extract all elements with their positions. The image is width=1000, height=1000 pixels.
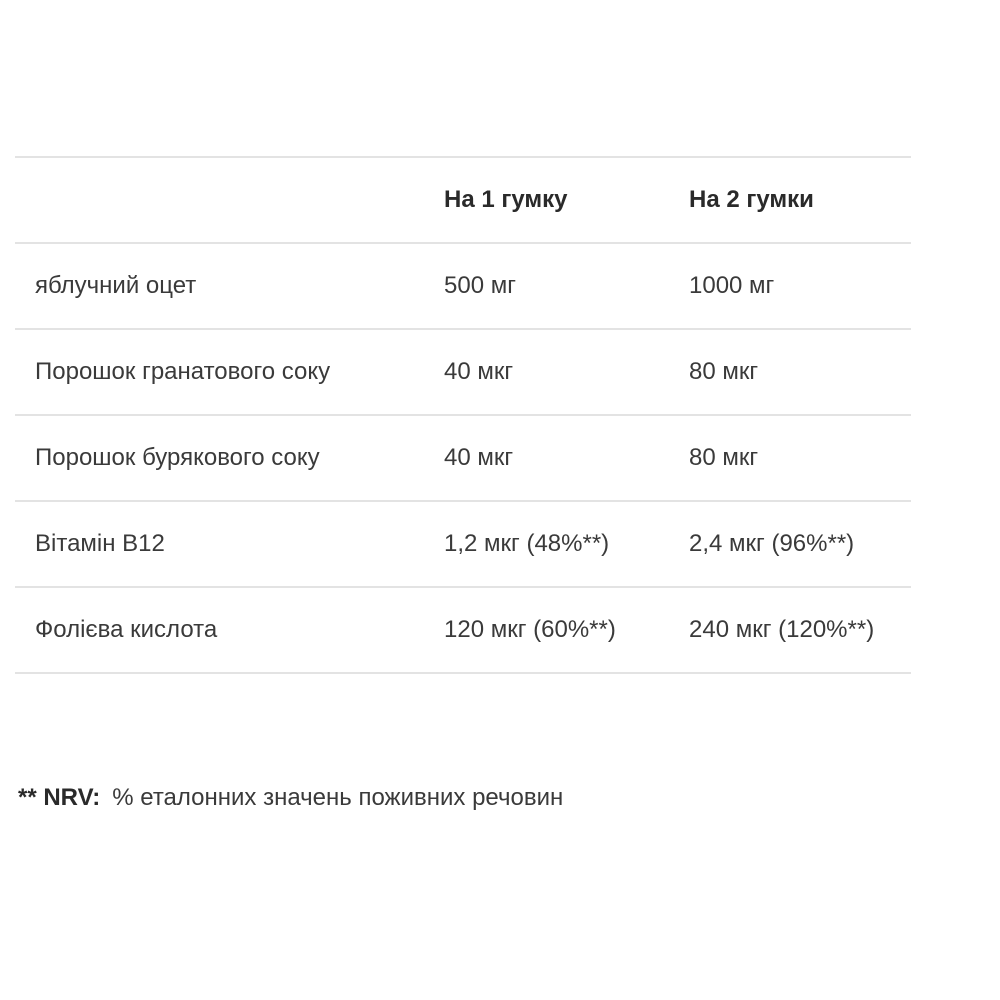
- nutrition-table: [15, 156, 911, 674]
- amount-per-1-gummy: 500 мг: [444, 272, 516, 299]
- amount-per-2-gummies: 80 мкг: [689, 444, 759, 471]
- amount-per-2-gummies: 80 мкг: [689, 358, 759, 385]
- table-row: [15, 243, 911, 329]
- amount-per-2-gummies: 2,4 мкг (96%**): [689, 530, 855, 557]
- ingredient-name: Порошок гранатового соку: [35, 358, 331, 385]
- footnote-key: ** NRV:: [18, 784, 101, 811]
- amount-per-1-gummy: 120 мкг (60%**): [444, 616, 616, 643]
- ingredient-name: Порошок бурякового соку: [35, 444, 320, 471]
- header-cell-per-1-gummy: На 1 гумку: [444, 186, 568, 213]
- table-row: [15, 415, 911, 501]
- amount-per-1-gummy: 40 мкг: [444, 444, 514, 471]
- amount-per-2-gummies: 240 мкг (120%**): [689, 616, 875, 643]
- footnote-text: % еталонних значень поживних речовин: [112, 784, 564, 811]
- amount-per-1-gummy: 40 мкг: [444, 358, 514, 385]
- ingredient-name: Фолієва кислота: [35, 616, 218, 643]
- ingredient-name: Вітамін B12: [35, 530, 165, 557]
- amount-per-1-gummy: 1,2 мкг (48%**): [444, 530, 610, 557]
- nrv-footnote: [18, 784, 563, 812]
- table-header-row: [15, 157, 911, 243]
- header-cell-ingredient: [15, 157, 444, 243]
- amount-per-2-gummies: 1000 мг: [689, 272, 775, 299]
- header-cell-per-2-gummies: На 2 гумки: [689, 186, 814, 213]
- table-row: [15, 501, 911, 587]
- table-row: [15, 329, 911, 415]
- table-row: [15, 587, 911, 673]
- ingredient-name: яблучний оцет: [35, 272, 197, 299]
